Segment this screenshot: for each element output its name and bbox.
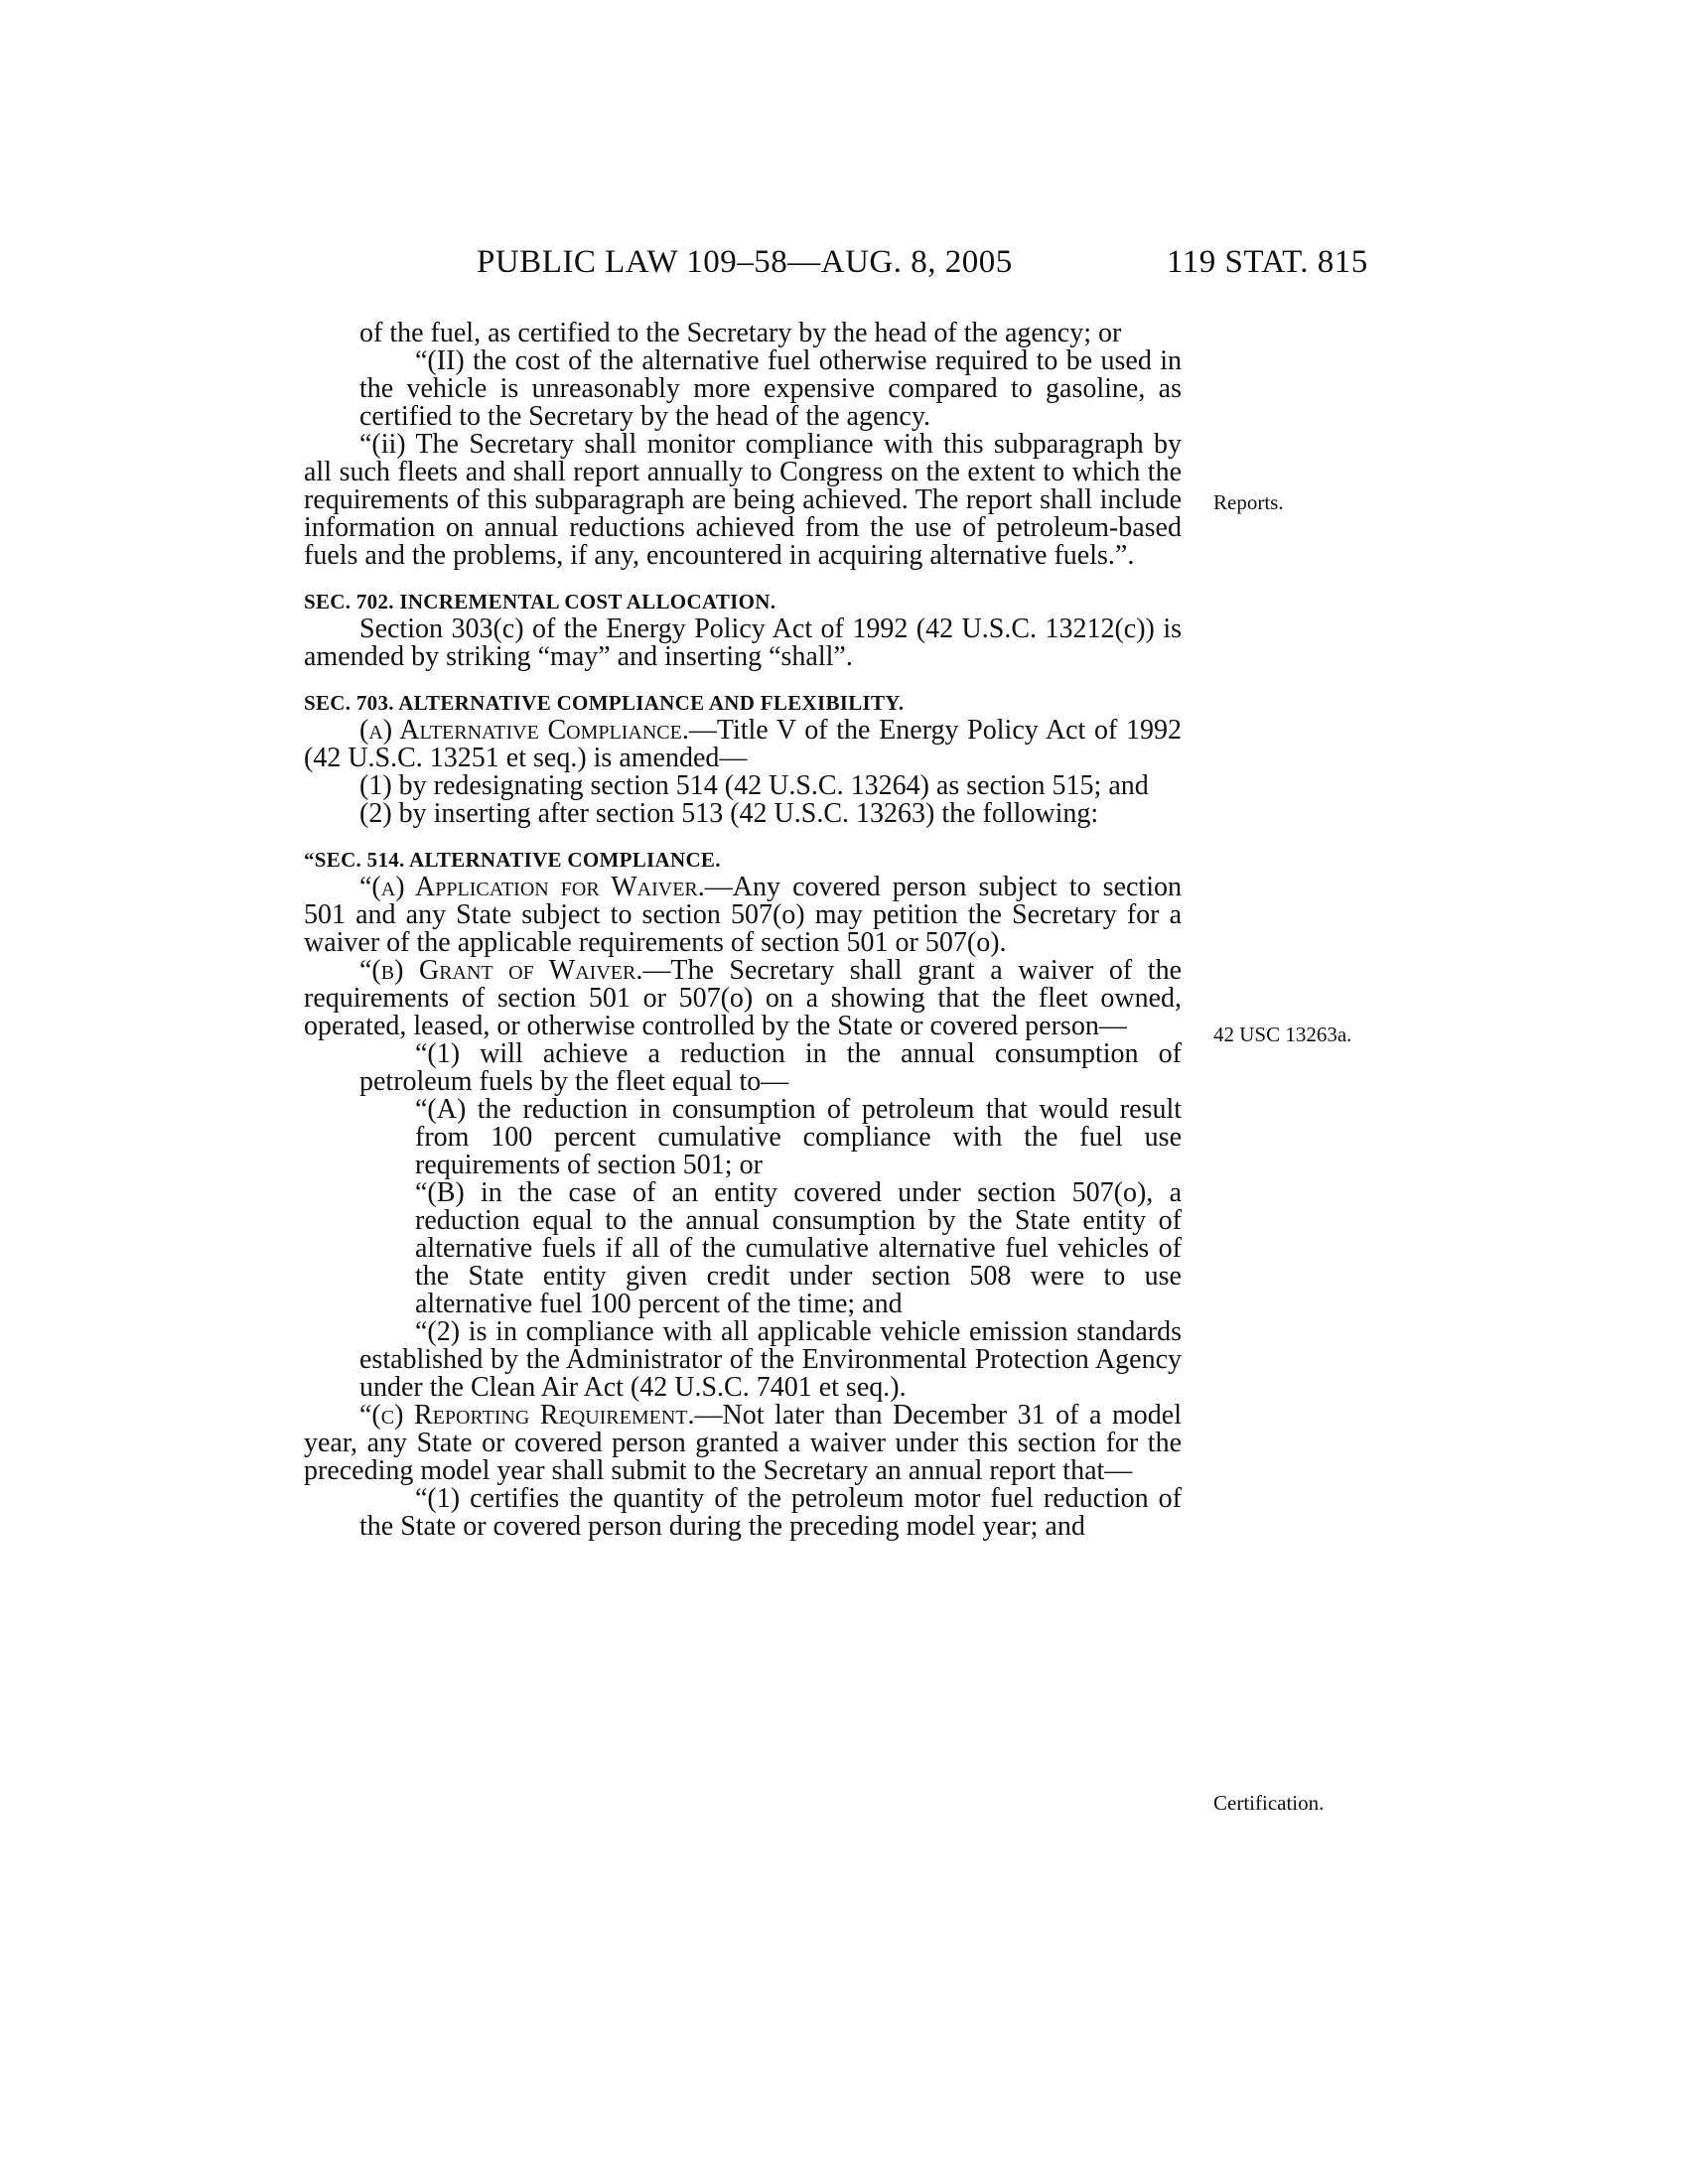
page-number: 119 STAT. 815	[1167, 244, 1368, 280]
paragraph-text: —Not later than December 31 of a model year, any State or covered person granted a waiver under this section for the preceding model year shall submit to the Secretary an annual report that—	[304, 1400, 1183, 1486]
paragraph-heading: “(a) Application for Waiver.	[359, 872, 705, 902]
margin-note-reports: Reports.	[1213, 490, 1284, 514]
body-text	[304, 320, 1182, 1541]
paragraph: (2) by inserting after section 513 (42 U.S.C. 13263) the following:	[359, 798, 1099, 829]
paragraph	[304, 717, 1182, 772]
section-heading: SEC. 702. INCREMENTAL COST ALLOCATION.	[304, 590, 776, 614]
paragraph-text: —The Secretary shall grant a waiver of the requirements of section 501 or 507(o) on a showing that the fleet owned, operated, leased, or otherwise controlled by the State or covered person—	[304, 955, 1183, 1041]
paragraph: of the fuel, as certified to the Secretary by the head of the agency; or	[359, 318, 1122, 348]
paragraph	[304, 957, 1182, 1040]
margin-note-certification: Certification.	[1213, 1791, 1325, 1815]
paragraph: “(B) in the case of an entity covered under section 507(o), a reduction equal to the annual consumption by the State entity of alternative fuels if all of the cumulative alternative fuel vehicles of the State entity given credit under section 508 were to use alternative fuel 100 percent of the time; and	[415, 1177, 1182, 1319]
paragraph: “(2) is in compliance with all applicable vehicle emission standards established by the Administrator of the Environmental Protection Agency under the Clean Air Act (42 U.S.C. 7401 et seq.).	[359, 1316, 1182, 1403]
paragraph: Section 303(c) of the Energy Policy Act of 1992 (42 U.S.C. 13212(c)) is amended by striking “may” and inserting “shall”.	[304, 614, 1182, 672]
paragraph: (1) by redesignating section 514 (42 U.S.C. 13264) as section 515; and	[359, 770, 1149, 801]
paragraph: “(ii) The Secretary shall monitor compliance with this subparagraph by all such fleets and shall report annually to Congress on the extent to which the requirements of this subparagraph are being achieved. The report shall include information on annual reductions achieved from the use of petroleum-based fuels and the problems, if any, encountered in acquiring alternative fuels.”.	[304, 429, 1182, 571]
paragraph-text: —Title V of the Energy Policy Act of 1992 (42 U.S.C. 13251 et seq.) is amended—	[304, 715, 1182, 773]
paragraph	[304, 874, 1182, 957]
paragraph: “(II) the cost of the alternative fuel otherwise required to be used in the vehicle is unreasonably more expensive compared to gasoline, as certified to the Secretary by the head of the agency.	[359, 345, 1182, 432]
section-heading: “SEC. 514. ALTERNATIVE COMPLIANCE.	[304, 848, 721, 872]
paragraph-heading: “(c) Reporting Requirement.	[359, 1400, 695, 1431]
paragraph	[304, 1402, 1182, 1485]
paragraph: “(1) certifies the quantity of the petroleum motor fuel reduction of the State or covered person during the preceding model year; and	[359, 1483, 1182, 1542]
paragraph: “(1) will achieve a reduction in the annual consumption of petroleum fuels by the fleet equal to—	[359, 1038, 1182, 1097]
paragraph-heading: “(b) Grant of Waiver.	[359, 955, 643, 986]
paragraph: “(A) the reduction in consumption of petroleum that would result from 100 percent cumulative compliance with the fuel use requirements of section 501; or	[415, 1094, 1182, 1180]
paragraph-heading: (a) Alternative Compliance.	[359, 715, 689, 746]
margin-note-usc: 42 USC 13263a.	[1213, 1023, 1352, 1046]
section-heading: SEC. 703. ALTERNATIVE COMPLIANCE AND FLEXIBILITY.	[304, 691, 905, 715]
paragraph-text: —Any covered person subject to section 501 and any State subject to section 507(o) may petition the Secretary for a waiver of the applicable requirements of section 501 or 507(o).	[304, 872, 1182, 958]
running-header-title: PUBLIC LAW 109–58—AUG. 8, 2005	[477, 244, 1013, 280]
